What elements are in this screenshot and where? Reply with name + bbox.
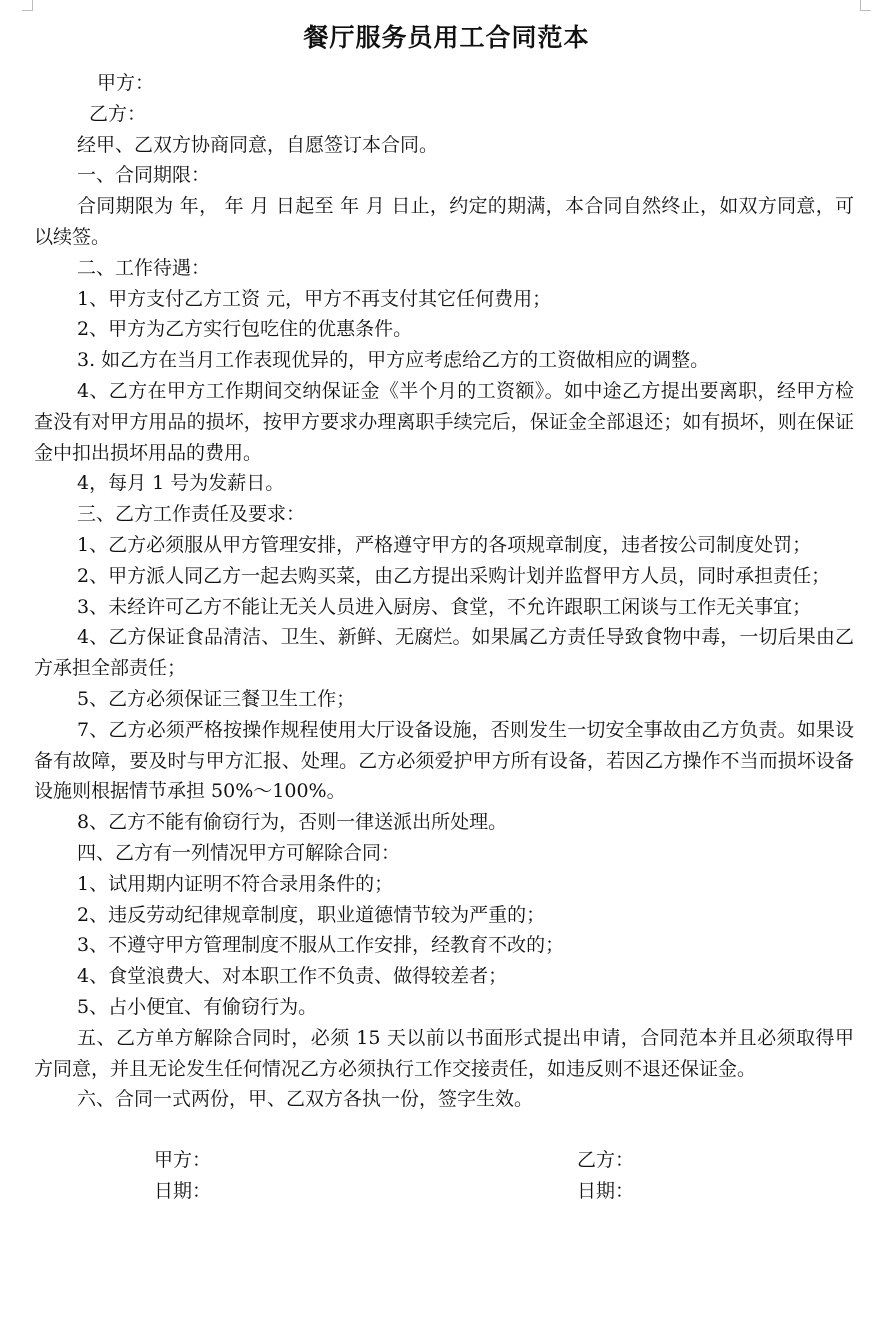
section-4-item: 1、试用期内证明不符合录用条件的；: [77, 872, 394, 895]
section-2-item: 1、甲方支付乙方工资 元，甲方不再支付其它任何费用；: [77, 287, 552, 310]
section-3-item: 5、乙方必须保证三餐卫生工作；: [77, 687, 356, 710]
signature-date-a: 日期：: [154, 1179, 212, 1202]
section-3-item: 3、未经许可乙方不能让无关人员进入厨房、食堂，不允许跟职工闲谈与工作无关事宜；: [77, 595, 812, 618]
section-1-text: 合同期限为 年， 年 月 日起至 年 月 日止，约定的期满，本合同自然终止，如双方同意，可以续签。: [34, 195, 854, 248]
section-3-item: 8、乙方不能有偷窃行为，否则一律送派出所处理。: [77, 811, 508, 834]
section-4-item: 2、违反劳动纪律规章制度，职业道德情节较为严重的；: [77, 903, 546, 926]
section-3-item: 7、乙方必须严格按操作规程使用大厅设备设施，否则发生一切安全事故由乙方负责。如果设备有故障，要及时与甲方汇报、处理。乙方必须爱护甲方所有设备，若因乙方操作不当而损坏设备设施则根据情节承担 50%～100%。: [34, 718, 854, 803]
page-corner-mark-left: [22, 0, 33, 11]
party-a-line: 甲方：: [97, 72, 155, 94]
signature-party-row: [34, 1145, 854, 1176]
document-body: [34, 68, 854, 1207]
signature-date-b: 日期：: [577, 1179, 635, 1202]
signature-spacer: [34, 1115, 854, 1145]
section-2-item: 4、乙方在甲方工作期间交纳保证金《半个月的工资额》。如中途乙方提出要离职，经甲方检查没有对甲方用品的损坏，按甲方要求办理离职手续完后，保证金全部退还；如有损坏，则在保证金中扣出损坏用品的费用。: [34, 379, 854, 464]
section-4-item: 4、食堂浪费大、对本职工作不负责、做得较差者；: [77, 965, 508, 988]
section-1-heading: 一、合同期限：: [77, 164, 211, 187]
section-2-heading: 二、工作待遇：: [77, 256, 211, 279]
section-2-item: 3. 如乙方在当月工作表现优异的，甲方应考虑给乙方的工资做相应的调整。: [77, 349, 710, 372]
signature-party-b: 乙方：: [577, 1149, 635, 1172]
section-3-item: 2、甲方派人同乙方一起去购买菜，由乙方提出采购计划并监督甲方人员，同时承担责任；: [77, 564, 831, 587]
party-b-line: 乙方：: [89, 102, 147, 125]
signature-date-row: [34, 1176, 854, 1207]
section-3-item: 1、乙方必须服从甲方管理安排，严格遵守甲方的各项规章制度，违者按公司制度处罚；: [77, 533, 812, 556]
document-title: 餐厅服务员用工合同范本: [303, 23, 590, 52]
section-3-heading: 三、乙方工作责任及要求：: [77, 503, 306, 526]
section-3-item: 4、乙方保证食品清洁、卫生、新鲜、无腐烂。如果属乙方责任导致食物中毒，一切后果由乙方承担全部责任；: [34, 626, 854, 680]
signature-party-a: 甲方：: [154, 1149, 212, 1172]
section-2-item: 4，每月 1 号为发薪日。: [77, 472, 285, 495]
section-4-heading: 四、乙方有一列情况甲方可解除合同：: [77, 841, 401, 864]
page-corner-mark-right: [860, 0, 871, 11]
intro-paragraph: 经甲、乙双方协商同意，自愿签订本合同。: [77, 133, 439, 156]
section-5-paragraph: 五、乙方单方解除合同时，必须 15 天以前以书面形式提出申请，合同范本并且必须取得甲方同意，并且无论发生任何情况乙方必须执行工作交接责任，如违反则不退还保证金。: [34, 1026, 854, 1080]
section-6-paragraph: 六、合同一式两份，甲、乙双方各执一份，签字生效。: [77, 1088, 534, 1111]
section-2-item: 2、甲方为乙方实行包吃住的优惠条件。: [77, 318, 413, 341]
section-4-item: 3、不遵守甲方管理制度不服从工作安排，经教育不改的；: [77, 934, 565, 957]
section-4-item: 5、占小便宜、有偷窃行为。: [77, 995, 318, 1018]
